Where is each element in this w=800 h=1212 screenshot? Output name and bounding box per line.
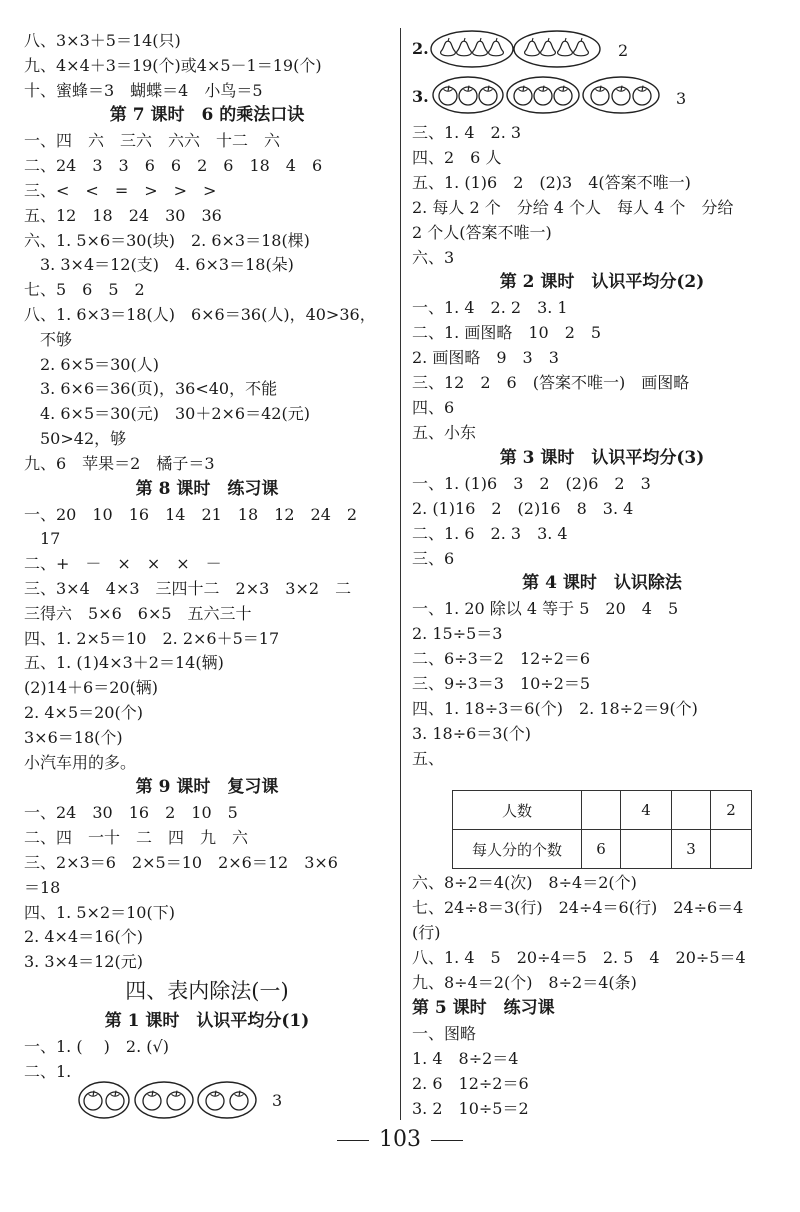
- answer-line: 一、四 六 三六 六六 十二 六: [24, 131, 281, 151]
- table-cell: [621, 830, 672, 869]
- answer-line: 三、9÷3＝3 10÷2＝5: [412, 674, 591, 694]
- section-heading: 第 3 课时 认识平均分(3): [499, 447, 705, 468]
- answer-line: 六、1. 5×6＝30(块) 2. 6×3＝18(棵): [24, 230, 310, 250]
- answer-line: 四、1. 2×5＝10 2. 2×6＋5＝17: [24, 628, 280, 648]
- section-heading: 第 5 课时 练习课: [412, 998, 555, 1018]
- answer-line: 二、+ － × × × －: [24, 554, 222, 574]
- answer-line: 一、24 30 16 2 10 5: [24, 803, 238, 823]
- answer-line: 二、1.: [24, 1061, 72, 1081]
- answer-line: (行): [412, 923, 441, 942]
- answer-line: 17: [24, 529, 61, 549]
- answer-line: 四、2 6 人: [412, 147, 502, 167]
- answer-line: 小汽车用的多。: [24, 752, 137, 772]
- table-row: [453, 791, 752, 830]
- answer-line: 一、1. (1)6 3 2 (2)6 2 3: [412, 473, 651, 493]
- table-cell: [582, 791, 621, 830]
- answer-line: 五、1. (1)6 2 (2)3 4(答案不唯一): [412, 172, 691, 192]
- answer-line: 二、24 3 3 6 6 2 6 18 4 6: [24, 156, 323, 176]
- answer-line: 四、1. 18÷3＝6(个) 2. 18÷2＝9(个): [412, 699, 698, 718]
- answer-line: 一、图略: [412, 1024, 477, 1043]
- answer-line: 4. 6×5＝30(元) 30＋2×6＝42(元): [24, 404, 310, 424]
- answer-line: 二、1. 6 2. 3 3. 4: [412, 523, 568, 543]
- page-number: 103: [379, 1127, 421, 1152]
- table-cell: 4: [621, 791, 672, 830]
- answer-line: 2. 6 12÷2＝6: [412, 1074, 529, 1093]
- answer-line: 四、1. 5×2＝10(下): [24, 902, 175, 922]
- answer-line: 2. 画图略 9 3 3: [412, 348, 559, 368]
- page-footer: [0, 1125, 800, 1155]
- answer-line: 五、小东: [412, 422, 477, 442]
- answer-line: 三、3×4 4×3 三四十二 2×3 3×2 二: [24, 579, 352, 598]
- answer-line: 三、12 2 6 (答案不唯一) 画图略: [412, 373, 690, 393]
- answer-line: 3. 2 10÷5＝2: [412, 1099, 529, 1118]
- answer-line: 一、1. ( ) 2. (√): [24, 1037, 169, 1056]
- section-heading: 第 1 课时 认识平均分(1): [104, 1011, 310, 1031]
- table-row-header: 每人分的个数: [453, 830, 582, 869]
- table-row-header: 人数: [453, 791, 582, 830]
- answer-line: 二、1. 画图略 10 2 5: [412, 323, 602, 343]
- footer-dash-right: [431, 1140, 463, 1141]
- table-cell: [711, 830, 752, 869]
- answer-line: 2. 每人 2 个 分给 4 个人 每人 4 个 分给: [412, 197, 734, 217]
- answer-line: 三、6: [412, 548, 455, 568]
- answer-line: 九、4×4＋3＝19(个)或4×5－1＝19(个): [24, 55, 322, 75]
- answer-line: 五、12 18 24 30 36: [24, 205, 222, 225]
- pear-groups-figure: [430, 28, 602, 74]
- answer-line: 2. 6×5＝30(人): [24, 354, 159, 374]
- answer-line: 3. 18÷6＝3(个): [412, 723, 531, 743]
- table-cell: 6: [582, 830, 621, 869]
- answer-line: 九、8÷4＝2(个) 8÷2＝4(条): [412, 973, 637, 992]
- answer-line: 2. 4×4＝16(个): [24, 927, 143, 947]
- answer-line: 九、6 苹果＝2 橘子＝3: [24, 453, 215, 473]
- section-heading: 第 7 课时 6 的乘法口诀: [109, 105, 305, 126]
- answer-line: 一、20 10 16 14 21 18 12 24 2: [24, 504, 358, 524]
- fig2-answer: 2: [618, 41, 629, 60]
- answer-line: 一、1. 4 2. 2 3. 1: [412, 298, 568, 318]
- answer-line: 不够: [24, 329, 73, 349]
- fig3-label: 3.: [412, 87, 429, 106]
- answer-line: 三、< < = > > >: [24, 181, 217, 200]
- table-cell: 3: [672, 830, 711, 869]
- footer-dash-left: [337, 1140, 369, 1141]
- unit-title: 四、表内除法(一): [125, 979, 289, 1003]
- answer-line: 五、: [412, 748, 445, 768]
- answer-line: 2. 4×5＝20(个): [24, 703, 143, 722]
- answer-line: 六、8÷2＝4(次) 8÷4＝2(个): [412, 873, 637, 892]
- answer-line: 一、1. 20 除以 4 等于 5 20 4 5: [412, 599, 679, 619]
- answer-line: 八、1. 4 5 20÷4＝5 2. 5 4 20÷5＝4: [412, 948, 746, 967]
- column-divider: [400, 28, 401, 1120]
- answer-line: 十、蜜蜂＝3 蝴蝶＝4 小鸟＝5: [24, 80, 263, 100]
- table-cell: [672, 791, 711, 830]
- answer-line: (2)14＋6＝20(辆): [24, 678, 159, 698]
- answer-line: 五、1. (1)4×3＋2＝14(辆): [24, 653, 224, 673]
- section-heading: 第 8 课时 练习课: [135, 478, 279, 499]
- answer-line: 三得六 5×6 6×5 五六三十: [24, 603, 252, 623]
- section-heading: 第 2 课时 认识平均分(2): [499, 272, 705, 293]
- answer-line: 三、2×3＝6 2×5＝10 2×6＝12 3×6: [24, 853, 338, 872]
- table-cell: 2: [711, 791, 752, 830]
- answer-line: 三、1. 4 2. 3: [412, 123, 522, 142]
- apple-groups-figure: [78, 1080, 258, 1126]
- answer-line: 七、24÷8＝3(行) 24÷4＝6(行) 24÷6＝4: [412, 898, 744, 917]
- section-heading: 第 4 课时 认识除法: [522, 573, 682, 594]
- answer-line: ＝18: [24, 877, 61, 897]
- section-heading: 第 9 课时 复习课: [135, 777, 279, 798]
- answer-line: 二、6÷3＝2 12÷2＝6: [412, 649, 591, 669]
- fig2-label: 2.: [412, 39, 429, 58]
- answer-line: 八、3×3＋5＝14(只): [24, 31, 181, 50]
- table-row: [453, 830, 752, 869]
- answer-line: 3. 3×4＝12(支) 4. 6×3＝18(朵): [24, 255, 294, 275]
- answer-line: 二、四 一十 二 四 九 六: [24, 828, 249, 848]
- answer-line: 六、3: [412, 247, 455, 267]
- answer-line: 2. 15÷5＝3: [412, 624, 503, 644]
- answer-line: 3×6＝18(个): [24, 727, 123, 747]
- answer-line: 3. 3×4＝12(元): [24, 952, 143, 972]
- answer-line: 3. 6×6＝36(页)，36<40，不能: [24, 379, 278, 399]
- answer-line: 八、1. 6×3＝18(人) 6×6＝36(人)，40>36，: [24, 305, 376, 324]
- answer-line: 1. 4 8÷2＝4: [412, 1049, 519, 1068]
- left-figure-answer: 3: [272, 1091, 283, 1110]
- answer-line: 50>42，够: [24, 429, 127, 448]
- apple-groups-figure-3: [432, 74, 664, 120]
- answer-line: 2 个人(答案不唯一): [412, 222, 552, 242]
- division-table: [452, 790, 752, 869]
- answer-line: 四、6: [412, 398, 455, 417]
- answer-line: 七、5 6 5 2: [24, 280, 145, 300]
- answer-line: 2. (1)16 2 (2)16 8 3. 4: [412, 498, 634, 518]
- fig3-answer: 3: [676, 89, 687, 108]
